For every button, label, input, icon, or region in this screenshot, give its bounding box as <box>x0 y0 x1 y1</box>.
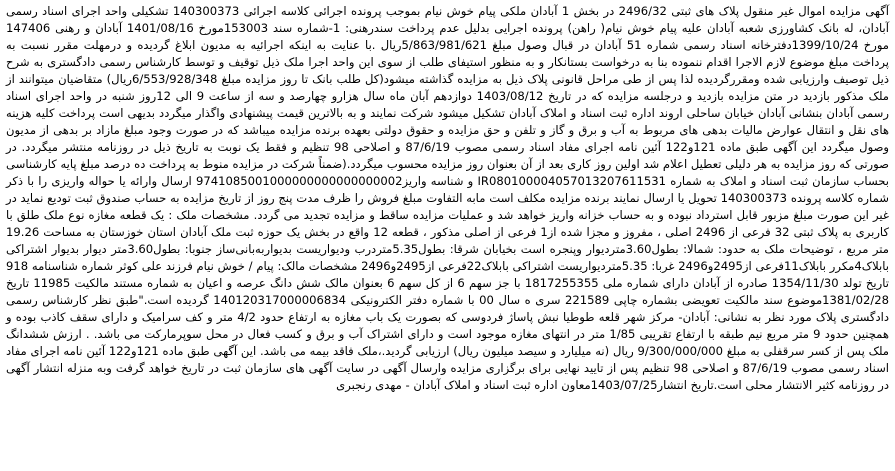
auction-notice-body: آگهی مزایده اموال غیر منقول پلاک های ثبتی 2496/32 در بخش 1 آبادان ملکی پیام خوش نیام بموجب پرونده اجرائی کلاسه اجرائی 140300373 تشکیلی واحد اجرای اسناد رسمی آبادان، له بانک کشاورزی شعبه آبادان علیه پیام خوش نیام( راهن) پرونده اجرایی بدلیل عدم پرداخت سندرهنی: 1-شماره سند 153003مورخ 1401/08/16 آبادان و رهنی 147406 مورخ 1399/10/24دفترخانه اسناد رسمی شماره 51 آبادان در قبال وصول مبلغ 5/863/981/621ریال .با عنایت به اینکه اجرائیه به مدیون ابلاغ گردیده و درمهلت مقرر نسبت به پرداخت مبلغ موضوع لازم الاجرا اقدام ننموده بنا به درخواست بستانکار و به منظور استیفای طلب از سوی این واحد اجرا ملک ذیل توقیف و توسط کارشناس رسمی دادگستری به شرح ذیل توصیف وارزیابی شده ومقررگردیده لذا پس از طی مراحل قانونی پلاک ذیل به مزایده گذاشته میشود(کل طلب بانک تا روز مزایده مبلغ 6/553/928/348ریال) متقاضیان میتوانند از ملک مذکور بازدید در متن مزایده بازدید و درجلسه مزایده که در تاریخ 1403/08/12 دوازدهم آبان ماه سال هزارو چهارصد و سه از ساعت 9 الی 12روز شنبه در واحد اجرای اسناد رسمی آبادان بنشانی آبادان خیابان ساحلی اروند اداره ثبت اسناد و املاک آبادان تشکیل میشود شرکت نمایند و به بالاترین قیمت پیشنهادی واگذار میگردد بدیهی است پرداخت کلیه هزینه های نقل و انتقال عوارض مالیات بدهی های مربوط به آب و برق و گاز و تلفن و حق مزایده و حقوق دولتی بعهده برنده مزایده میباشد که در صورت وجود مبلغ مازاد بر بدهی از مدیون وصول میگردد این آگهی طبق ماده 121و122 آئین نامه اجرای مفاد اسناد رسمی مصوب 87/6/19 و اصلاحی 98 تنظیم و فقط یک نوبت به تاریخ ذیل در روزنامه منتشر میگردد. در صورتی که روز مزایده به هر دلیلی تعطیل اعلام شد اولین روز کاری بعد از آن بعنوان روز مزایده محسوب میگردد.(ضمناً شرکت در مزایده منوط به پرداخت ده درصد مبلغ پایه کارشناسی بحساب سازمان ثبت اسناد و املاک به شماره IR080100004057013207611531 و شناسه واریز9741085001000000000000000002 ارسال وارائه یا حواله واریزی را با ذکر شماره کلاسه پرونده 140300373 تحویل یا ارسال نمایند برنده مزایده مکلف است مابه التفاوت مبلغ فروش را ظرف مدت پنج روز از تاریخ مزایده به حساب صندوق ثبت تودیع نماید در غیر این صورت مبلغ مزبور قابل استرداد نبوده و به حساب خزانه واریز خواهد شد و عملیات مزایده ساقط و مزایده تجدید می گردد. مشخصات ملک : یک قطعه مغازه نوع ملک طلق با کاربری به پلاک ثبتی 32 فرعی از 2496 اصلی ، مفروز و مجزا شده از1 فرعی از اصلی مذکور ، قطعه 12 واقع در بخش یک حوزه ثبت ملک آبادان استان خوزستان به مساحت 19.26 متر مربع ، توضیحات ملک به حدود: شمالا: بطول3.60متردیوار وپنجره است بخیابان شرقا: بطول5.35متردرب ودیواریست بدیواربه‌بانی‌ساز جنوبا: بطول3.60متر دیوار بدیوار اشتراکی بابلاک4مکرر بابلاک11فرعی از2495و2496 غربا: 5.35متردیواریست اشتراکی بابلاک22فرعی از2495و2496 مشخصات مالک: پیام / خوش نیام فرزند علی کوثر شماره شناسنامه 918 تاریخ تولد 1354/11/30 صادره از آبادان دارای شماره ملی 1817255355 با جز سهم 6 از کل سهم 6 بعنوان مالک شش دانگ عرصه و اعیان به شماره مستند مالکیت 11985 تاریخ 1381/02/28موضوع سند مالکیت تعویضی بشماره چاپی 221589 سری ه سال 00 با شماره دفتر الکترونیکی 140120317000006834 گردیده است."طبق نظر کارشناس رسمی دادگستری پلاک مورد نظر به نشانی: آبادان- مرکز شهر قلعه طوطیا نبش پاساژ فردوسی که بصورت یک باب مغازه به ارتفاع حدود 4/2 متر و کف سرامیک و دارای سقف کاذب بوده و همچنین حدود 9 متر مربع نیم طبقه با ارتفاع تقریبی 1/85 متر در انتهای مغازه موجود است و دارای اشتراک آب و برق و کسب فعال در محل سوپرمارکت می باشد. . ارزش ششدانگ ملک پس از کسر سرقفلی به مبلغ 9/300/000/000 ریال (نه میلیارد و سیصد میلیون ریال) ارزیابی گردید.،ملک فاقد بیمه می باشد. این آگهی طبق ماده 121و122 آئین نامه اجرای مفاد اسناد رسمی مصوب 87/6/19 و اصلاحی 98 تنظیم پس از تایید نهایی برای برگزاری مزایده وارسال آگهی در سایت آگهی های سازمان ثبت در تاریخ خواهد گرفت وبه منزله انتشار آگهی در روزنامه کثیر الانتشار محلی است.تاریخ انتشار1403/07/25معاون اداره ثبت اسناد و املاک آبادان - مهدی رنجبری <box>6 4 890 392</box>
